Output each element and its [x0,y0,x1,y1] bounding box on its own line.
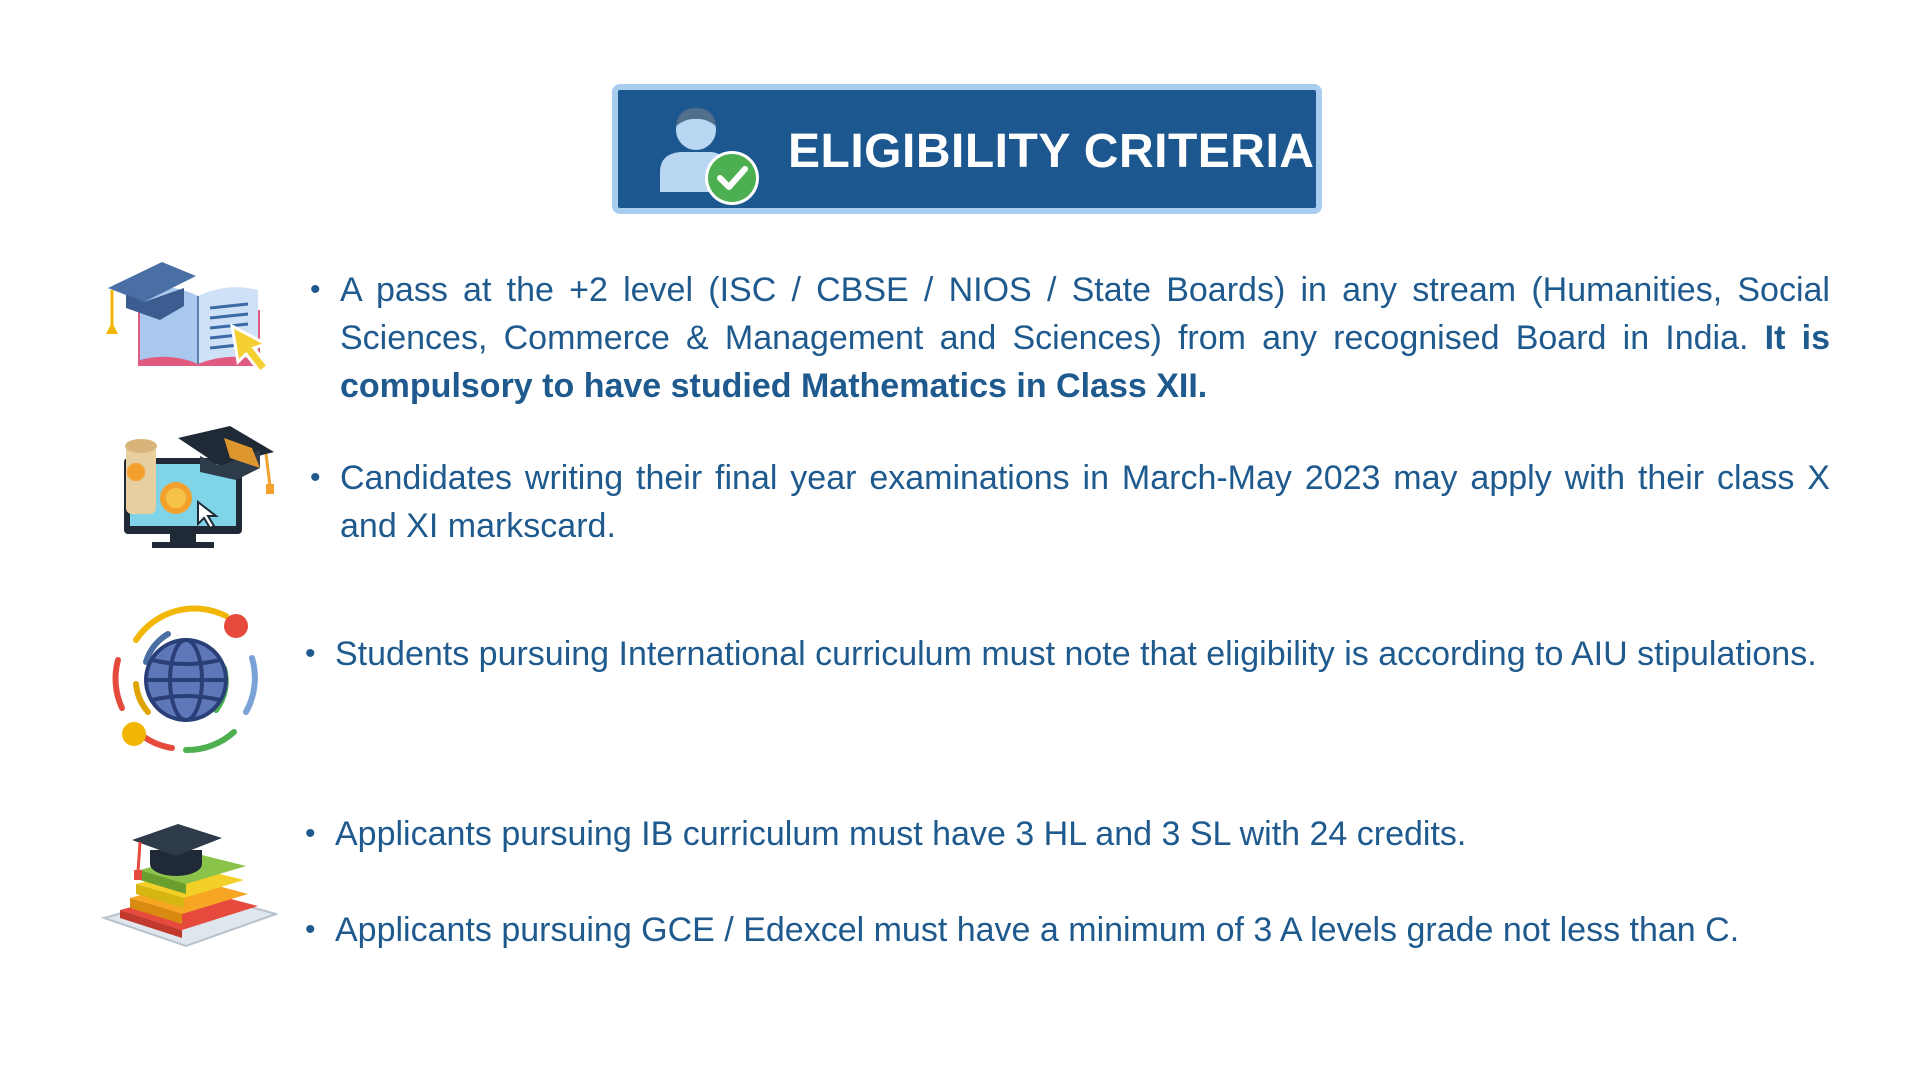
user-check-icon [654,102,764,208]
criteria-item-5 [305,906,1825,954]
online-certificate-icon [112,424,277,550]
graduation-book-icon [100,248,275,378]
page-title: ELIGIBILITY CRITERIA [788,125,1315,178]
header-banner [612,84,1322,214]
bullet: • [310,461,321,494]
bullet: • [305,913,316,946]
criteria-bold-text: It is compulsory to have studied Mathematics in Class XII. [340,319,1830,405]
books-graduation-cap-icon [100,810,278,960]
bullet: • [305,637,316,670]
criteria-item-3 [305,630,1825,678]
criteria-text: Students pursuing International curriculum must note that eligibility is according to AIU stipulations. [335,635,1817,673]
criteria-item-1 [310,266,1830,410]
criteria-item-4 [305,810,1825,858]
criteria-text: A pass at the +2 level (ISC / CBSE / NIOS / State Boards) in any stream (Humanities, Social Sciences, Commerce & Management and Sciences) from any recognised Board in India. [340,271,1830,357]
bullet: • [305,817,316,850]
criteria-text: Candidates writing their final year examinations in March-May 2023 may apply with their class X and XI markscard. [340,459,1830,545]
criteria-text: Applicants pursuing IB curriculum must have 3 HL and 3 SL with 24 credits. [335,815,1467,853]
globe-icon [106,600,264,758]
criteria-item-2 [310,454,1830,550]
bullet: • [310,273,321,306]
criteria-text: Applicants pursuing GCE / Edexcel must have a minimum of 3 A levels grade not less than C. [335,911,1740,949]
